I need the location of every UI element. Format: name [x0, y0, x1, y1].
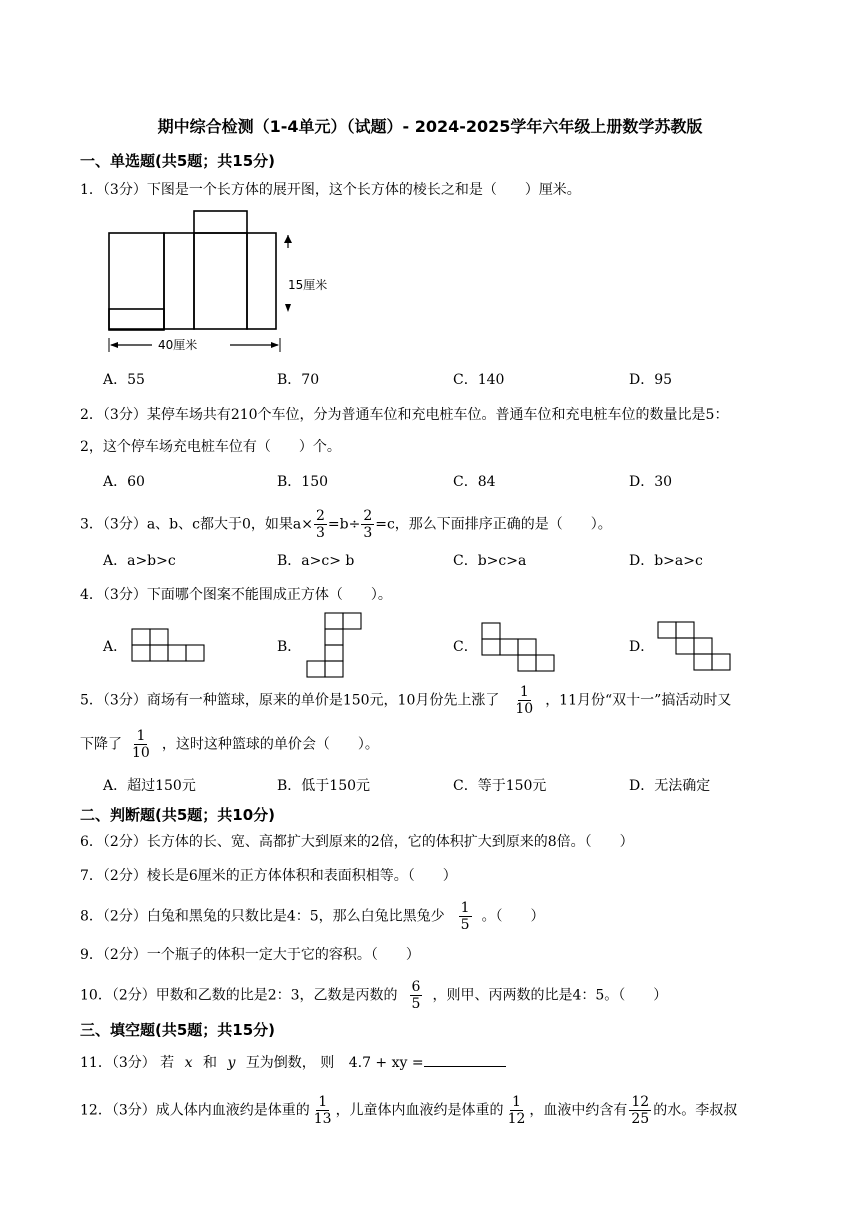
q11-and: 和 [202, 1055, 217, 1071]
fraction: $\frac{1}{10}$ [132, 728, 150, 761]
q11-var-x: x [184, 1055, 193, 1071]
q5-line2-suffix: ，这时这种篮球的单价会（ ）。 [161, 736, 379, 753]
fraction: $\frac{1}{5}$ [460, 900, 470, 933]
fraction: $\frac{2}{3}$ [315, 508, 325, 541]
q11-prefix: 11．（3分） 若 [80, 1055, 175, 1071]
q3-prefix: 3．（3分）a、b、c都大于0，如果a× [80, 516, 313, 533]
q5-prefix: 5．（3分）商场有一种篮球，原来的单价是150元，10月份先上涨了 [80, 692, 500, 709]
q10-prefix: 10．（2分）甲数和乙数的比是2：3，乙数是丙数的 [80, 987, 398, 1004]
q12-mid1: ，儿童体内血液约是体重的 [335, 1102, 504, 1119]
answer-blank[interactable] [424, 1052, 506, 1067]
q12-suffix: 的水。李叔叔 [653, 1102, 738, 1119]
question-8-text [80, 900, 545, 933]
fraction: $\frac{1}{10}$ [515, 684, 534, 717]
width-label: 40厘米 [158, 338, 198, 352]
q5-option-d[interactable]: D．无法确定 [629, 778, 711, 794]
section-heading-single-choice: 一、单选题(共5题；共15分) [80, 152, 276, 170]
fraction: $\frac{6}{5}$ [411, 979, 421, 1012]
section-heading-fill-blank: 三、填空题(共5题；共15分) [80, 1021, 276, 1039]
q3-mid: =b÷ [327, 516, 361, 533]
q5-line2-prefix: 下降了 [80, 736, 122, 753]
q3-option-a[interactable]: A．a>b>c [103, 553, 176, 569]
q4-option-b[interactable]: B． [277, 639, 302, 655]
q1-option-d[interactable]: D．95 [629, 372, 673, 388]
question-2-text-line1: 2．（3分）某停车场共有210个车位，分为普通车位和充电桩车位。普通车位和充电桩车位的数量比是5： [80, 407, 729, 423]
question-10-text [80, 979, 667, 1012]
question-11-text [80, 1052, 506, 1073]
net-face [194, 211, 247, 233]
q2-option-d[interactable]: D．30 [629, 474, 673, 490]
question-1-text: 1．（3分）下图是一个长方体的展开图，这个长方体的棱长之和是（ ）厘米。 [80, 182, 581, 198]
net-face [109, 233, 164, 329]
question-6-text: 6．（2分）长方体的长、宽、高都扩大到原来的2倍，它的体积扩大到原来的8倍。（ ） [80, 834, 634, 850]
net-face [247, 233, 276, 329]
q3-option-b[interactable]: B．a>c> b [277, 553, 355, 569]
net-face [164, 233, 194, 329]
q5-option-c[interactable]: C．等于150元 [453, 778, 547, 794]
height-label: 15厘米 [288, 278, 328, 292]
cube-net-d [657, 621, 735, 671]
question-7-text: 7．（2分）棱长是6厘米的正方体体积和表面积相等。（ ） [80, 868, 457, 884]
q1-option-a[interactable]: A．55 [103, 372, 145, 388]
q10-suffix: ，则甲、丙两数的比是4：5。（ ） [432, 987, 668, 1004]
question-5-text-line2 [80, 728, 379, 761]
question-5-text-line1 [80, 684, 731, 717]
q4-option-d[interactable]: D． [629, 639, 655, 655]
q4-option-a[interactable]: A． [103, 639, 128, 655]
q2-option-c[interactable]: C．84 [453, 474, 496, 490]
q1-option-c[interactable]: C．140 [453, 372, 505, 388]
q3-suffix: =c，那么下面排序正确的是（ ）。 [375, 516, 612, 533]
question-9-text: 9．（2分）一个瓶子的体积一定大于它的容积。（ ） [80, 947, 420, 963]
q1-option-b[interactable]: B．70 [277, 372, 320, 388]
question-2-text-line2: 2，这个停车场充电桩车位有（ ）个。 [80, 439, 341, 455]
q11-var-y: y [227, 1055, 236, 1071]
q2-option-b[interactable]: B．150 [277, 474, 329, 490]
question-12-text [80, 1094, 737, 1127]
page-title: 期中综合检测（1-4单元）（试题）- 2024-2025学年六年级上册数学苏教版 [157, 117, 703, 136]
q2-option-a[interactable]: A．60 [103, 474, 145, 490]
question-4-text: 4．（3分）下面哪个图案不能围成正方体（ ）。 [80, 587, 392, 603]
net-face [194, 233, 247, 329]
q12-mid2: ，血液中约含有 [529, 1102, 628, 1119]
q5-option-b[interactable]: B．低于150元 [277, 778, 371, 794]
q3-option-d[interactable]: D．b>a>c [629, 553, 703, 569]
fraction: $\frac{1}{13}$ [313, 1094, 332, 1127]
cuboid-net-figure [100, 205, 360, 360]
q8-suffix: 。（ ） [481, 908, 545, 925]
q11-expression: 4.7 + xy = [348, 1055, 424, 1071]
cube-net-b [305, 612, 363, 682]
fraction: $\frac{2}{3}$ [363, 508, 373, 541]
fraction: $\frac{1}{12}$ [507, 1094, 526, 1127]
q11-mid: 互为倒数， 则 [245, 1055, 335, 1071]
cube-net-a [131, 628, 207, 664]
section-heading-true-false: 二、判断题(共5题；共10分) [80, 806, 276, 824]
q3-option-c[interactable]: C．b>c>a [453, 553, 527, 569]
net-face [109, 309, 164, 330]
q8-prefix: 8．（2分）白兔和黑兔的只数比是4：5，那么白兔比黑兔少 [80, 908, 445, 925]
q5-option-a[interactable]: A．超过150元 [103, 778, 196, 794]
q12-prefix: 12．（3分）成人体内血液约是体重的 [80, 1102, 310, 1119]
fraction: $\frac{12}{25}$ [631, 1094, 650, 1127]
q5-suffix: ，11月份“双十一”搞活动时又 [545, 692, 732, 709]
q4-option-c[interactable]: C． [453, 639, 478, 655]
question-3-text [80, 508, 612, 541]
cube-net-c [481, 622, 559, 672]
